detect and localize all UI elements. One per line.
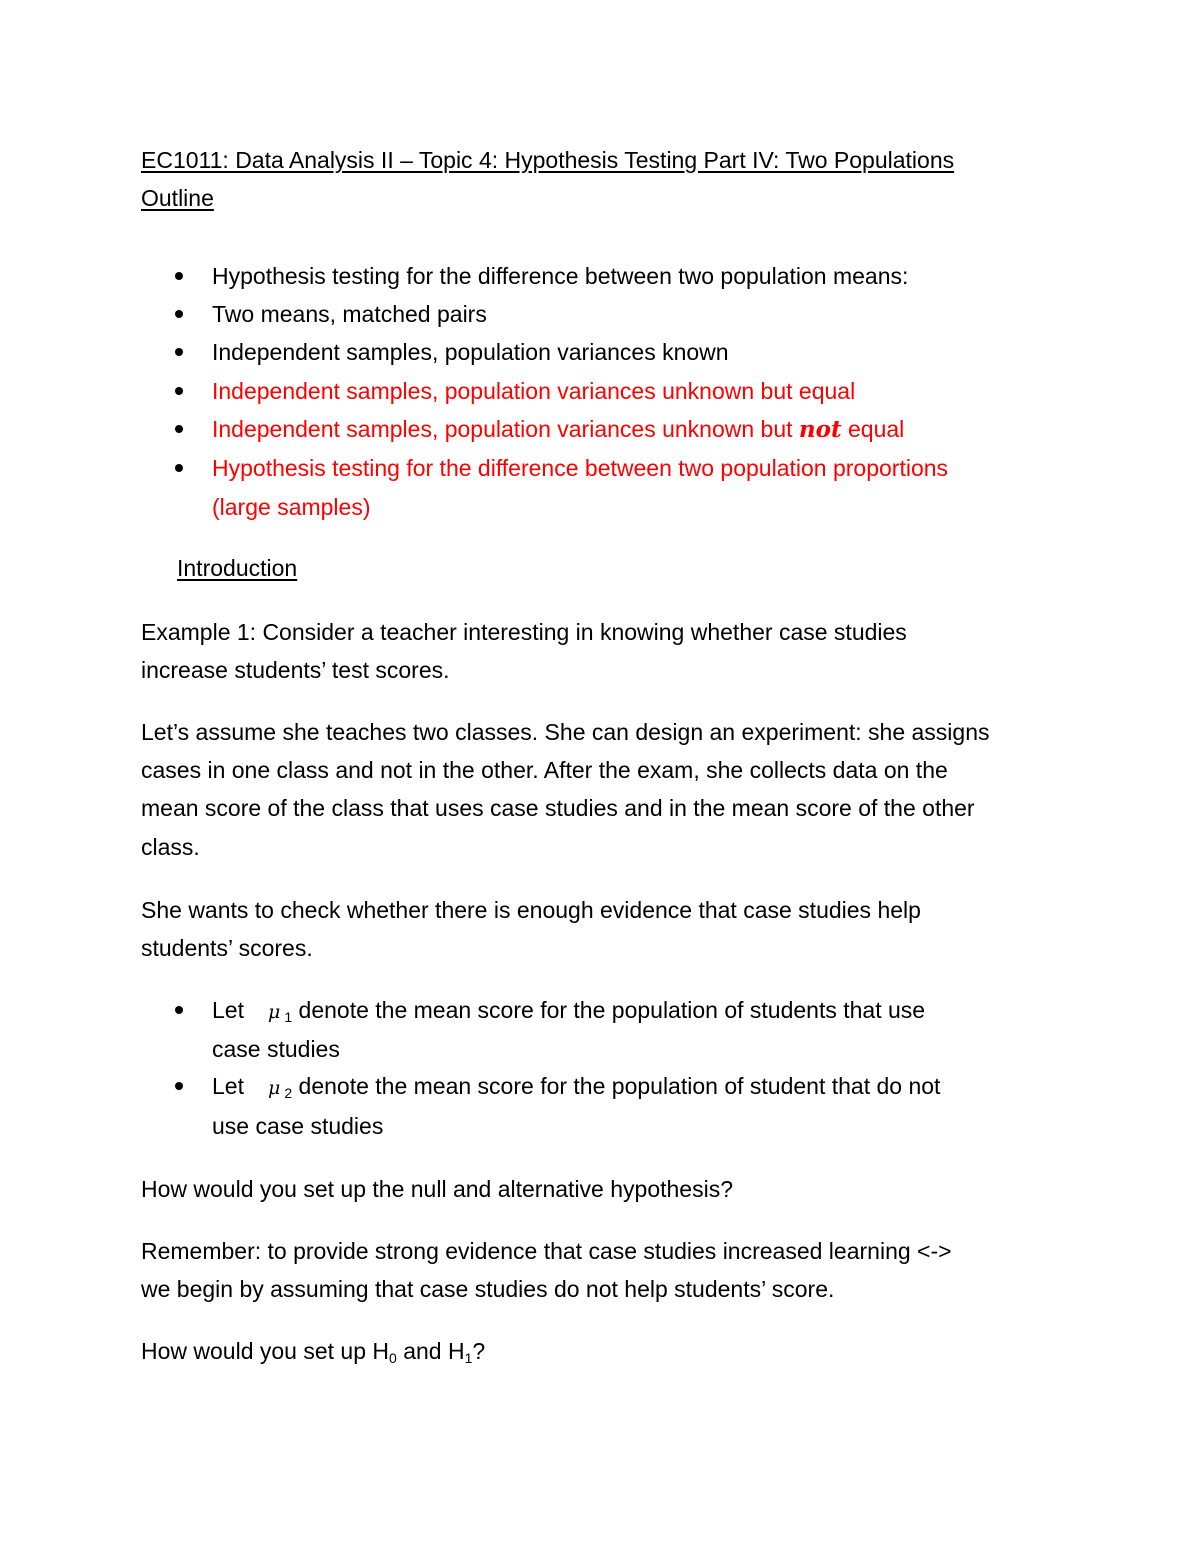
bullet-icon (175, 310, 183, 318)
mu-symbol: μ (267, 1077, 281, 1099)
mu-item (212, 995, 925, 1032)
body-paragraph: cases in one class and not in the other. After the exam, she collects data on the (141, 757, 948, 783)
question-paragraph (141, 1336, 485, 1373)
question-text: and H (396, 1338, 465, 1364)
bullet-icon (175, 1006, 183, 1014)
outline-item-highlighted: Independent samples, population variances unknown but equal (212, 378, 856, 404)
subscript: 1 (284, 1009, 293, 1025)
body-paragraph: students’ scores. (141, 935, 313, 961)
outline-item-text: equal (841, 416, 905, 442)
question-text: ? (472, 1338, 486, 1364)
outline-item-highlighted: Hypothesis testing for the difference between two population proportions (212, 455, 949, 481)
question-paragraph: How would you set up the null and alternative hypothesis? (141, 1176, 733, 1202)
bullet-icon (175, 348, 183, 356)
body-paragraph: She wants to check whether there is enough evidence that case studies help (141, 897, 921, 923)
subscript: 0 (389, 1350, 397, 1366)
mu-item-text: denote the mean score for the population of students that use (298, 997, 926, 1023)
outline-item: Independent samples, population variances known (212, 339, 729, 365)
outline-item-text: Independent samples, population variances unknown but (212, 416, 799, 442)
emphasis-not: not (798, 416, 842, 443)
bullet-icon (175, 1082, 183, 1090)
outline-item: Hypothesis testing for the difference between two population means: (212, 263, 909, 289)
body-paragraph: class. (141, 834, 200, 860)
outline-heading: Outline (141, 185, 214, 211)
subscript: 1 (464, 1350, 473, 1366)
example-paragraph: Example 1: Consider a teacher interesting in knowing whether case studies (141, 619, 907, 645)
bullet-icon (175, 272, 183, 280)
bullet-icon (175, 425, 183, 433)
bullet-icon (175, 387, 183, 395)
question-text: How would you set up H (141, 1338, 390, 1364)
mu-item-text: denote the mean score for the population of student that do not (298, 1073, 941, 1099)
mu-item-continuation: case studies (212, 1036, 340, 1062)
let-label: Let (212, 1073, 244, 1099)
mu-item (212, 1071, 940, 1108)
outline-item: Two means, matched pairs (212, 301, 487, 327)
remember-paragraph: Remember: to provide strong evidence that case studies increased learning <-> (141, 1238, 952, 1264)
outline-item-continuation: (large samples) (212, 494, 371, 520)
example-paragraph: increase students’ test scores. (141, 657, 450, 683)
subscript: 2 (284, 1085, 293, 1101)
introduction-heading: Introduction (177, 555, 298, 581)
let-label: Let (212, 997, 244, 1023)
outline-item-highlighted (212, 414, 904, 445)
mu-item-continuation: use case studies (212, 1113, 384, 1139)
mu-symbol: μ (267, 1001, 281, 1023)
body-paragraph: mean score of the class that uses case studies and in the mean score of the other (141, 795, 975, 821)
document-title: EC1011: Data Analysis II – Topic 4: Hypothesis Testing Part IV: Two Populations (141, 147, 955, 173)
remember-paragraph: we begin by assuming that case studies do not help students’ score. (141, 1276, 835, 1302)
bullet-icon (175, 464, 183, 472)
body-paragraph: Let’s assume she teaches two classes. She can design an experiment: she assigns (141, 719, 990, 745)
